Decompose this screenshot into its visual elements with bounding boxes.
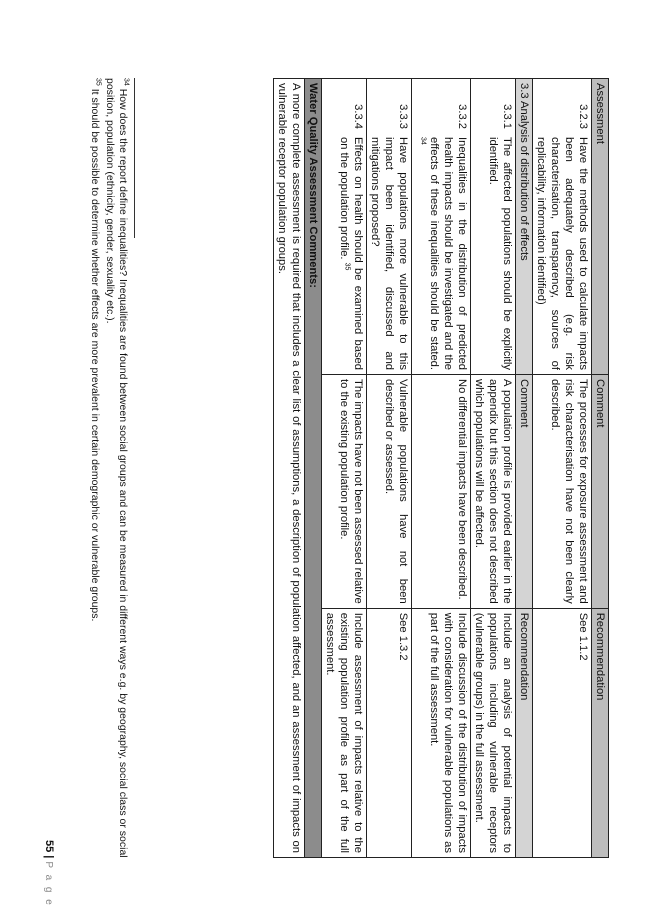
assessment-cell (322, 79, 367, 375)
recommendation-cell: Include an analysis of potential impacts to populations including vulnerable receptors (vulnerable groups) in the full assessment. (471, 608, 516, 857)
assessment-cell (471, 79, 516, 375)
footnote-text: It should be possible to determine whether effects are more prevalent in certain demographic or vulnerable groups. (89, 88, 101, 622)
comment-cell: The processes for exposure assessment and risk characterisation have not been clearly described. (533, 375, 592, 609)
assessment-cell (367, 79, 412, 375)
recommendation-cell: Include assessment of impacts relative to the existing population profile as part of the full assessment. (322, 608, 367, 857)
header-assessment: Assessment (592, 79, 609, 375)
item-text-wrapper (413, 137, 469, 370)
assessment-cell (412, 79, 471, 375)
water-quality-comments-row (274, 79, 305, 858)
page-word: P a g e (43, 861, 54, 907)
assessment-table (273, 78, 609, 858)
footnote-number: 35 (94, 78, 102, 86)
recommendation-cell: See 1.1.2 (533, 608, 592, 857)
item-number: 3.3.2 (456, 104, 468, 129)
page-number-value: 55 (43, 840, 55, 853)
table-header-row (592, 79, 609, 858)
footnote-34 (103, 78, 129, 878)
footnotes (86, 78, 129, 878)
item-text: Have populations more vulnerable to this impact been identified, discussed and mitigations proposed? (369, 137, 409, 371)
comment-cell: Vulnerable populations have not been described or assessed. (367, 375, 412, 609)
table-row (322, 79, 367, 858)
footnote-ref: 34 (419, 137, 427, 145)
item-text: Inequalities in the distribution of predicted health impacts should be investigated and the effects of these inequalities should be stated. (428, 137, 468, 371)
recommendation-cell: Include discussion of the distribution of impacts with consideration for vulnerable populations as part of the full assessment. (412, 608, 471, 857)
water-quality-title: Water Quality Assessment Comments: (305, 79, 322, 858)
comment-cell: No differential impacts have been described. (412, 375, 471, 609)
section-title: 3.3 Analysis of distribution of effects (516, 79, 533, 375)
item-text-wrapper (337, 137, 365, 370)
recommendation-cell: See 1.3.2 (367, 608, 412, 857)
footnote-text: How does the report define inequalities? Inequalities are found between social groups and can be measured in different ways e.g. by geography, social class or social position, population (ethnicity, gender, sexuality etc.). (104, 78, 129, 858)
item-number: 3.2.3 (577, 104, 589, 129)
item-number: 3.3.3 (397, 104, 409, 129)
table-row (412, 79, 471, 858)
comment-cell: The impacts have not been assessed relative to the existing population profile. (322, 375, 367, 609)
item-text: The affected populations should be explicitly identified. (487, 137, 513, 371)
table-row (471, 79, 516, 858)
page-number (43, 840, 55, 907)
table-row (367, 79, 412, 858)
item-text: Effects on health should be examined based on the population profile. (338, 137, 364, 371)
footnote-number: 34 (122, 78, 130, 86)
footnote-35 (88, 78, 101, 878)
comment-cell: A population profile is provided earlier in the appendix but this section does not described which populations will be affected. (471, 375, 516, 609)
water-quality-text: A more complete assessment is required that includes a clear list of assumptions, a description of population affected, and an assessment of impacts on vulnerable receptor population groups. (274, 79, 305, 858)
water-quality-header-row (305, 79, 322, 858)
item-text: Have the methods used to calculate impacts been adequately described (e.g. risk characterisation, transparency, sources of replicability, information identified) (535, 137, 589, 371)
section-header-row (516, 79, 533, 858)
section-comment-header: Comment (516, 375, 533, 609)
item-number: 3.3.4 (352, 104, 364, 129)
page-separator: | (43, 855, 55, 859)
assessment-cell (533, 79, 592, 375)
item-number: 3.3.1 (501, 104, 513, 129)
header-recommendation: Recommendation (592, 608, 609, 857)
footnote-ref: 35 (343, 262, 351, 271)
section-recommendation-header: Recommendation (516, 608, 533, 857)
table-row (533, 79, 592, 858)
header-comment: Comment (592, 375, 609, 609)
footnote-divider (134, 78, 135, 238)
